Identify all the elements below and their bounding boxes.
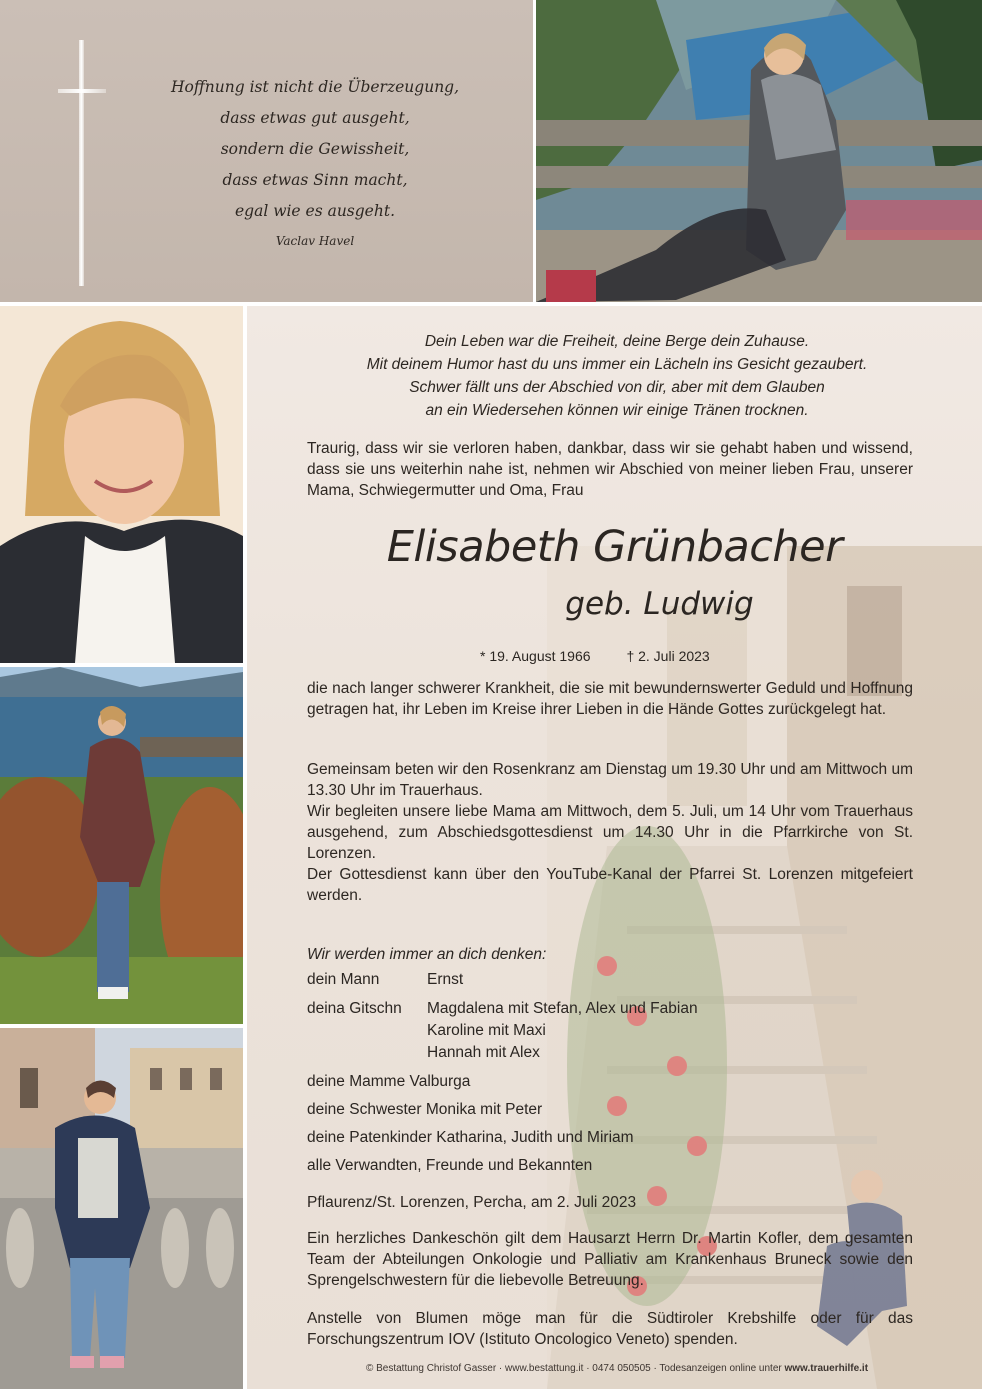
mourner-row: deine Mamme Valburga: [307, 1073, 471, 1090]
death-date: † 2. Juli 2023: [626, 648, 710, 664]
intro-paragraph: Traurig, dass wir sie verloren haben, dankbar, dass wir sie gehabt haben und wissend, dass sie uns weiterhin nahe ist, nehmen wir Abschied von meiner lieben Frau, unserer Mama, Schwiegermutter und Oma, Frau: [307, 440, 913, 499]
grandchild: Karoline mit Maxi: [427, 1022, 546, 1039]
quote-line: sondern die Gewissheit,: [220, 140, 410, 158]
mourner-row: [307, 998, 698, 1064]
photo-mountain-bench: [536, 0, 982, 302]
mourner-row: [307, 966, 698, 994]
footer: [307, 1361, 927, 1377]
mourner-names: [427, 998, 698, 1064]
stream-paragraph: Der Gottesdienst kann über den YouTube-Kanal der Pfarrei St. Lorenzen mitgefeiert werden.: [307, 866, 913, 904]
passing-paragraph: die nach langer schwerer Krankheit, die sie mit bewundernswerter Geduld und Hoffnung getragen hat, ihr Leben im Kreise ihrer Lieben in die Hände Gottes zurückgelegt hat.: [307, 680, 913, 718]
memorial-verse: [287, 330, 947, 422]
rosary-paragraph: Gemeinsam beten wir den Rosenkranz am Dienstag um 19.30 Uhr und am Mittwoch um 13.30 Uhr im Trauerhaus.: [307, 761, 913, 799]
verse-line: an ein Wiedersehen können wir einige Tränen trocknen.: [425, 402, 809, 419]
mourner-names: Ernst: [427, 971, 464, 988]
quote-author: Vaclav Havel: [275, 234, 355, 248]
quote-line: Hoffnung ist nicht die Überzeugung,: [170, 78, 460, 96]
cross-icon: [52, 40, 112, 288]
quote: [150, 72, 480, 253]
donation-paragraph: Anstelle von Blumen möge man für die Südtiroler Krebshilfe oder für das Forschungszentrum IOV (Istituto Oncologico Veneto) spenden.: [307, 1310, 913, 1348]
verse-line: Mit deinem Humor hast du uns immer ein Lächeln ins Gesicht gezaubert.: [366, 356, 868, 373]
footer-text: © Bestattung Christof Gasser · www.bestattung.it · 0474 050505 · Todesanzeigen online unter: [365, 1363, 785, 1374]
deceased-name: Elisabeth Grünbacher: [386, 522, 843, 572]
verse-line: Schwer fällt uns der Abschied von dir, aber mit dem Glauben: [409, 379, 825, 396]
mourner-role: dein Mann: [307, 971, 380, 988]
obituary-text-panel: [247, 306, 982, 1389]
mourner-role: deina Gitschn: [307, 1000, 402, 1017]
thanks-paragraph: Ein herzliches Dankeschön gilt dem Hausarzt Herrn Dr. Martin Kofler, dem gesamten Team der Abteilungen Onkologie und Palliativ am Krankenhaus Bruneck sowie den Sprengelschwestern für die liebevolle Betreuung.: [307, 1230, 913, 1289]
quote-line: dass etwas gut ausgeht,: [220, 109, 410, 127]
funeral-details: [307, 759, 913, 906]
birth-date: * 19. August 1966: [480, 648, 591, 664]
service-paragraph: Wir begleiten unsere liebe Mama am Mittwoch, dem 5. Juli, um 14 Uhr vom Trauerhaus ausgehend, zum Abschiedsgottesdienst um 14.30 Uhr in die Pfarrkirche von St. Lorenzen.: [307, 803, 913, 862]
photo-lake-shore: [0, 667, 243, 1024]
grandchild: Hannah mit Alex: [427, 1044, 540, 1061]
mourner-row: deine Patenkinder Katharina, Judith und Miriam: [307, 1129, 634, 1146]
footer-link[interactable]: www.trauerhilfe.it: [784, 1363, 869, 1374]
quote-line: dass etwas Sinn macht,: [222, 171, 408, 189]
photo-city-bridge: [0, 1028, 243, 1389]
mourner-row: deine Schwester Monika mit Peter: [307, 1101, 543, 1118]
mourner-row: alle Verwandten, Freunde und Bekannten: [307, 1157, 593, 1174]
remember-heading: Wir werden immer an dich denken:: [307, 946, 547, 963]
mourners-list: [307, 966, 698, 1180]
maiden-name: geb. Ludwig: [565, 586, 754, 622]
grandchild: Magdalena mit Stefan, Alex und Fabian: [427, 1000, 698, 1017]
life-dates: [480, 646, 710, 666]
place-and-date: Pflaurenz/St. Lorenzen, Percha, am 2. Juli 2023: [307, 1194, 637, 1211]
quote-panel: [0, 0, 533, 302]
quote-line: egal wie es ausgeht.: [234, 202, 395, 220]
verse-line: Dein Leben war die Freiheit, deine Berge dein Zuhause.: [424, 333, 810, 350]
photo-portrait: [0, 306, 243, 663]
